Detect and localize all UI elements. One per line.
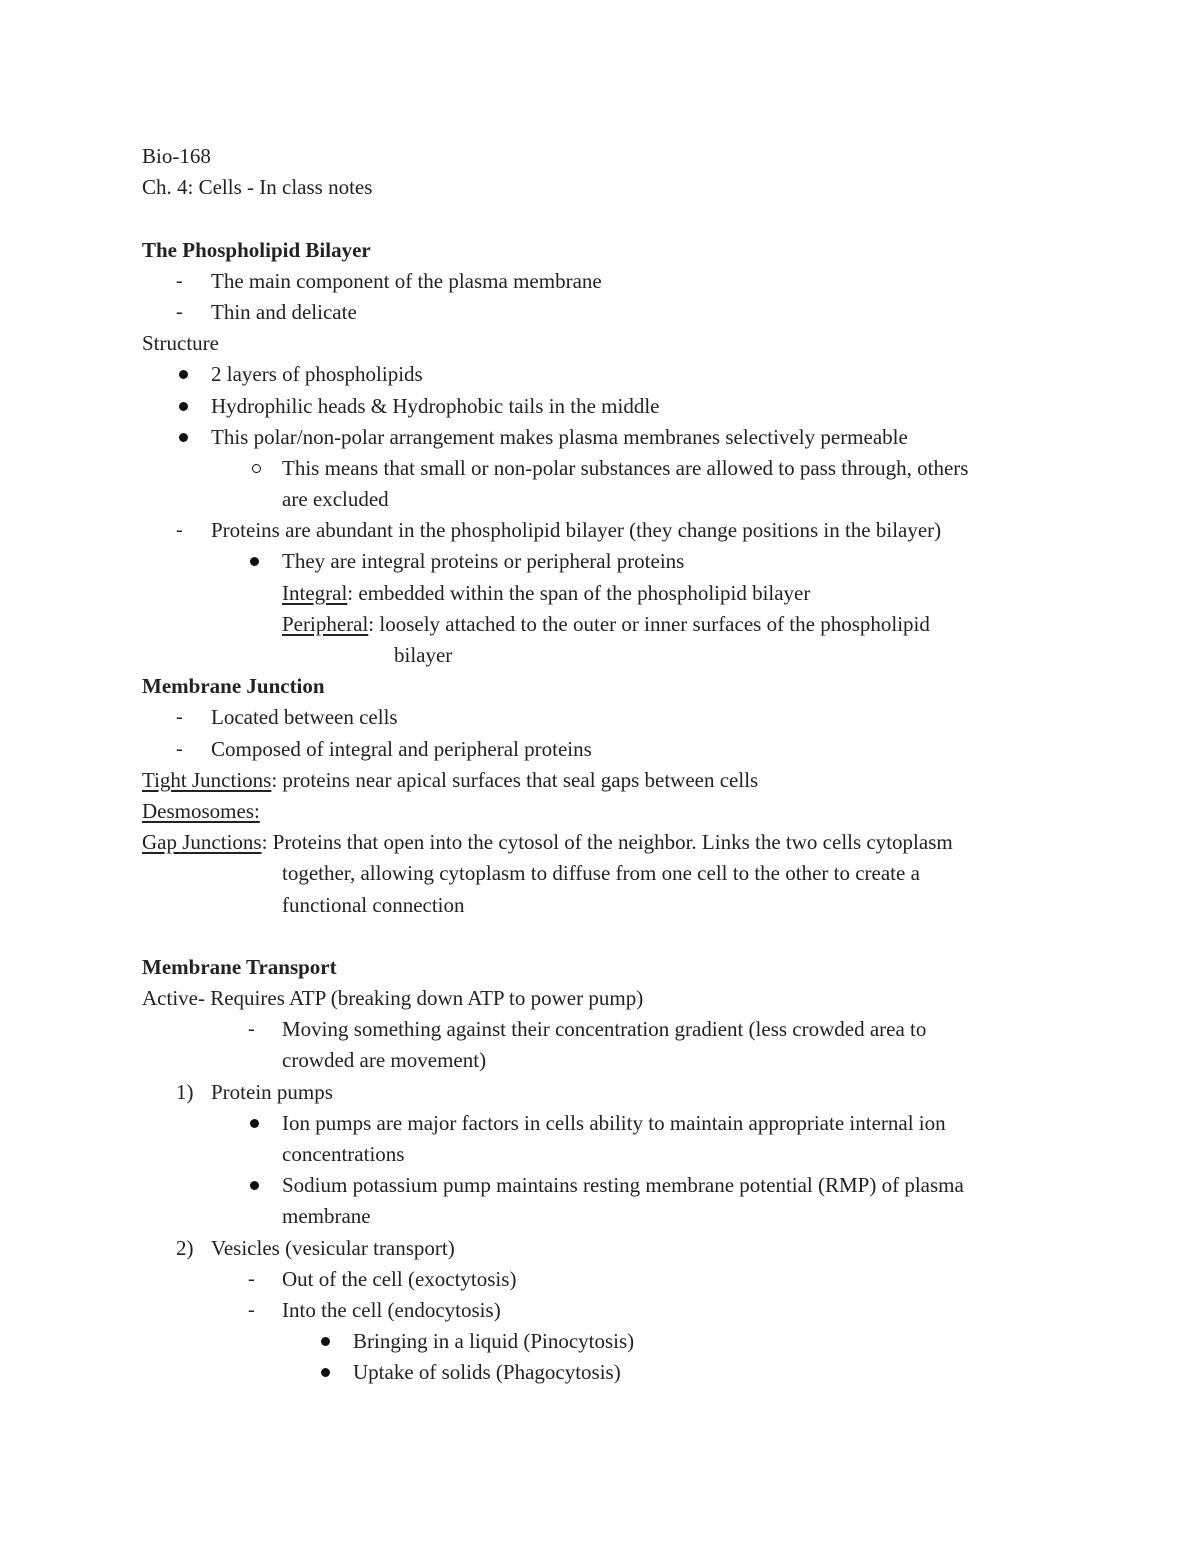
list-item-text: Vesicles (vesicular transport) — [211, 1235, 455, 1260]
numbered-item — [142, 1233, 1082, 1264]
list-item-text: This polar/non-polar arrangement makes plasma membranes selectively permeable — [211, 424, 908, 449]
term-desmosomes: Desmosomes: — [142, 798, 260, 823]
structure-label: Structure — [142, 331, 219, 356]
list-item — [142, 546, 1082, 577]
definition-integral — [142, 578, 1082, 609]
list-item-text: They are integral proteins or peripheral proteins — [282, 549, 685, 574]
definition-peripheral — [142, 609, 1082, 640]
dash-marker: - — [176, 519, 183, 542]
list-item — [142, 297, 1082, 328]
bullet-icon — [179, 433, 188, 442]
number-marker: 2) — [176, 1235, 194, 1260]
list-item-text: crowded are movement) — [282, 1048, 487, 1073]
document-body — [142, 141, 1082, 1389]
list-item-text: Ion pumps are major factors in cells ability to maintain appropriate internal ion — [282, 1110, 946, 1135]
term-tight-junctions: Tight Junctions — [142, 767, 272, 792]
dash-marker: - — [248, 1018, 255, 1041]
list-item-text: Out of the cell (exoctytosis) — [282, 1266, 517, 1291]
blank-line — [142, 921, 1082, 952]
section-heading-transport: Membrane Transport — [142, 954, 337, 979]
list-item-continued — [142, 1139, 1082, 1170]
definition-text: : loosely attached to the outer or inner surfaces of the phospholipid — [368, 611, 930, 636]
course-code: Bio-168 — [142, 144, 211, 168]
definition-desmosomes — [142, 796, 1082, 827]
list-item — [142, 1357, 1082, 1388]
list-item — [142, 1326, 1082, 1357]
numbered-item — [142, 1077, 1082, 1108]
list-item-text: Uptake of solids (Phagocytosis) — [353, 1360, 621, 1385]
list-item-text: Sodium potassium pump maintains resting membrane potential (RMP) of plasma — [282, 1173, 964, 1198]
list-item-text: Proteins are abundant in the phospholipid bilayer (they change positions in the bilayer) — [211, 518, 942, 543]
list-item — [142, 1264, 1082, 1295]
definition-gap-junctions — [142, 827, 1082, 858]
definition-text: bilayer — [394, 643, 453, 667]
list-item-text: are excluded — [282, 487, 389, 512]
definition-text: : proteins near apical surfaces that seal gaps between cells — [271, 767, 759, 792]
dash-marker: - — [176, 737, 183, 760]
list-item — [142, 515, 1082, 546]
definition-text: functional connection — [282, 892, 465, 917]
list-item — [142, 1014, 1082, 1045]
dash-marker: - — [248, 1298, 255, 1321]
section-heading-junction: Membrane Junction — [142, 674, 325, 699]
section-heading-bilayer: The Phospholipid Bilayer — [142, 237, 371, 262]
list-item-continued — [142, 1045, 1082, 1076]
number-marker: 1) — [176, 1079, 194, 1104]
list-item — [142, 453, 1082, 484]
list-item-continued — [142, 484, 1082, 515]
dash-marker: - — [248, 1267, 255, 1290]
bullet-icon — [250, 557, 259, 566]
dash-marker: - — [176, 300, 183, 323]
bullet-icon — [250, 1181, 259, 1190]
list-item-text: 2 layers of phospholipids — [211, 362, 423, 387]
bullet-icon — [179, 402, 188, 411]
list-item-text: Moving something against their concentration gradient (less crowded area to — [282, 1017, 927, 1042]
definition-continued — [142, 858, 1082, 889]
list-item-text: membrane — [282, 1204, 371, 1229]
list-item-continued — [142, 1201, 1082, 1232]
list-item — [142, 266, 1082, 297]
list-item-text: The main component of the plasma membrane — [211, 268, 602, 293]
list-item — [142, 422, 1082, 453]
bullet-icon — [250, 1119, 259, 1128]
definition-text: : embedded within the span of the phospholipid bilayer — [347, 580, 811, 605]
list-item — [142, 391, 1082, 422]
term-integral: Integral — [282, 580, 348, 605]
definition-text: together, allowing cytoplasm to diffuse from one cell to the other to create a — [282, 861, 920, 886]
list-item-text: Composed of integral and peripheral proteins — [211, 736, 592, 761]
list-item — [142, 734, 1082, 765]
list-item — [142, 359, 1082, 390]
active-transport-line: Active- Requires ATP (breaking down ATP to power pump) — [142, 986, 644, 1011]
list-item-text: Hydrophilic heads & Hydrophobic tails in the middle — [211, 393, 660, 418]
list-item — [142, 1108, 1082, 1139]
bullet-icon — [179, 370, 188, 379]
blank-line — [142, 203, 1082, 234]
list-item-text: concentrations — [282, 1142, 405, 1166]
definition-tight-junctions — [142, 765, 1082, 796]
term-gap-junctions: Gap Junctions — [142, 830, 262, 855]
list-item-text: Thin and delicate — [211, 299, 357, 324]
list-item-text: Located between cells — [211, 705, 398, 730]
list-item-text: This means that small or non-polar substances are allowed to pass through, others — [282, 455, 969, 480]
list-item — [142, 1295, 1082, 1326]
list-item-text: Bringing in a liquid (Pinocytosis) — [353, 1329, 635, 1354]
list-item — [142, 1170, 1082, 1201]
definition-continued — [142, 890, 1082, 921]
list-item — [142, 702, 1082, 733]
dash-marker: - — [176, 706, 183, 729]
definition-text: : Proteins that open into the cytosol of the neighbor. Links the two cells cytoplasm — [261, 830, 953, 855]
list-item-text: Protein pumps — [211, 1079, 333, 1104]
hollow-bullet-icon — [252, 464, 261, 473]
bullet-icon — [321, 1368, 330, 1377]
list-item-text: Into the cell (endocytosis) — [282, 1297, 501, 1322]
dash-marker: - — [176, 269, 183, 292]
chapter-title: Ch. 4: Cells - In class notes — [142, 175, 373, 200]
term-peripheral: Peripheral — [282, 611, 369, 636]
bullet-icon — [321, 1337, 330, 1346]
definition-continued — [142, 640, 1082, 671]
